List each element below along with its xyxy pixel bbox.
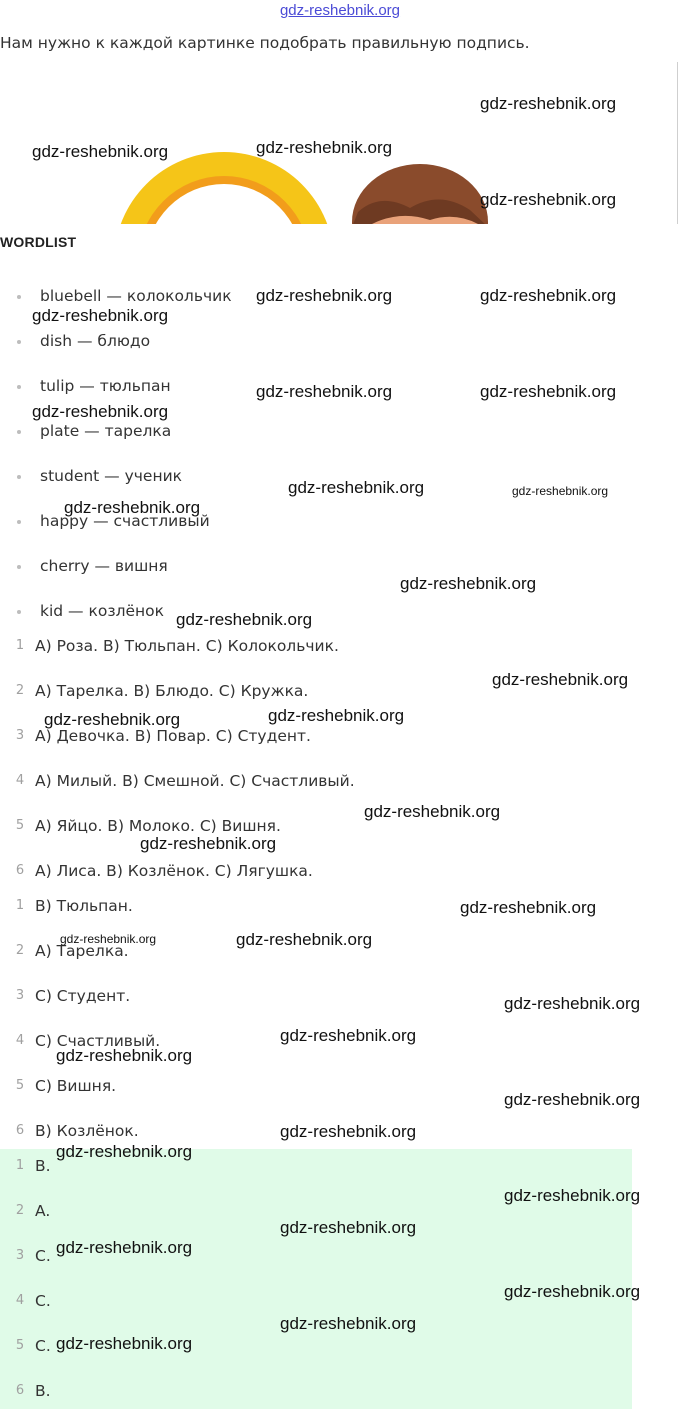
watermark: gdz-reshebnik.org — [504, 994, 641, 1013]
list-number: 1 — [15, 1158, 25, 1173]
watermark: gdz-reshebnik.org — [280, 1314, 417, 1333]
bullet — [17, 520, 21, 524]
watermark: gdz-reshebnik.org — [400, 574, 537, 593]
bullet — [17, 340, 21, 344]
watermark: gdz-reshebnik.org — [460, 898, 597, 917]
short-answer-text: C. — [35, 1337, 51, 1355]
watermark: gdz-reshebnik.org — [60, 932, 157, 946]
list-number: 2 — [15, 1203, 25, 1218]
watermark: gdz-reshebnik.org — [56, 1334, 193, 1353]
wordlist-item-text: kid — козлёнок — [40, 602, 164, 620]
watermark: gdz-reshebnik.org — [256, 382, 393, 401]
list-number: 4 — [15, 1293, 25, 1308]
wordlist-item-text: dish — блюдо — [40, 332, 151, 350]
list-number: 1 — [15, 898, 25, 913]
answer-text: B) Козлёнок. — [35, 1122, 139, 1140]
watermark: gdz-reshebnik.org — [140, 834, 277, 853]
answer-text: A) Тарелка. — [35, 942, 129, 960]
watermark: gdz-reshebnik.org — [280, 1026, 417, 1045]
wordlist-item-text: plate — тарелка — [40, 422, 172, 440]
option-text: A) Милый. B) Смешной. C) Счастливый. — [35, 772, 355, 790]
list-number: 6 — [15, 1383, 25, 1398]
short-answer-text: B. — [35, 1157, 51, 1175]
watermark: gdz-reshebnik.org — [56, 1238, 193, 1257]
watermark: gdz-reshebnik.org — [256, 286, 393, 305]
watermark: gdz-reshebnik.org — [64, 498, 201, 517]
list-number: 2 — [15, 943, 25, 958]
watermark: gdz-reshebnik.org — [504, 1090, 641, 1109]
bullet — [17, 385, 21, 389]
watermark: gdz-reshebnik.org — [44, 710, 181, 729]
answer-text: B) Тюльпан. — [35, 897, 133, 915]
watermark: gdz-reshebnik.org — [56, 1046, 193, 1065]
wordlist-item-text: bluebell — колокольчик — [40, 287, 232, 305]
watermark: gdz-reshebnik.org — [280, 1218, 417, 1237]
answer-text: C) Счастливый. — [35, 1032, 161, 1050]
option-text: A) Лиса. B) Козлёнок. C) Лягушка. — [35, 862, 313, 880]
list-number: 6 — [15, 1123, 25, 1138]
list-number: 2 — [15, 683, 25, 698]
bullet — [17, 295, 21, 299]
answer-text: C) Вишня. — [35, 1077, 117, 1095]
watermark: gdz-reshebnik.org — [480, 190, 617, 209]
watermark: gdz-reshebnik.org — [364, 802, 501, 821]
bullet — [17, 430, 21, 434]
watermark: gdz-reshebnik.org — [280, 1122, 417, 1141]
bullet — [17, 475, 21, 479]
watermark: gdz-reshebnik.org — [288, 478, 425, 497]
list-number: 5 — [15, 1338, 25, 1353]
watermark: gdz-reshebnik.org — [32, 306, 169, 325]
wordlist-item-text: student — ученик — [40, 467, 183, 485]
option-text: A) Тарелка. B) Блюдо. C) Кружка. — [35, 682, 309, 700]
watermark: gdz-reshebnik.org — [32, 142, 169, 161]
wordlist-item-text: happy — счастливый — [40, 512, 210, 530]
watermark: gdz-reshebnik.org — [504, 1186, 641, 1205]
watermark: gdz-reshebnik.org — [256, 138, 393, 157]
watermark: gdz-reshebnik.org — [176, 610, 313, 629]
bullet — [17, 610, 21, 614]
short-answer-text: C. — [35, 1292, 51, 1310]
list-number: 1 — [15, 638, 25, 653]
wordlist-title: WORDLIST — [0, 234, 77, 250]
list-number: 3 — [15, 988, 25, 1003]
watermark: gdz-reshebnik.org — [480, 382, 617, 401]
list-number: 5 — [15, 1078, 25, 1093]
list-number: 4 — [15, 1033, 25, 1048]
wordlist-item-text: cherry — вишня — [40, 557, 168, 575]
watermark: gdz-reshebnik.org — [480, 286, 617, 305]
watermark: gdz-reshebnik.org — [512, 484, 609, 498]
intro-text: Нам нужно к каждой картинке подобрать правильную подпись. — [0, 34, 530, 52]
list-number: 6 — [15, 863, 25, 878]
option-text: A) Роза. B) Тюльпан. C) Колокольчик. — [35, 637, 339, 655]
option-text: A) Девочка. B) Повар. C) Студент. — [35, 727, 311, 745]
watermark: gdz-reshebnik.org — [56, 1142, 193, 1161]
list-number: 3 — [15, 728, 25, 743]
answer-text: C) Студент. — [35, 987, 131, 1005]
list-number: 4 — [15, 773, 25, 788]
short-answer-text: C. — [35, 1247, 51, 1265]
list-number: 5 — [15, 818, 25, 833]
boy-hair-image — [352, 164, 488, 224]
wordlist-item-text: tulip — тюльпан — [40, 377, 171, 395]
option-text: A) Яйцо. B) Молоко. C) Вишня. — [35, 817, 281, 835]
short-answer-text: B. — [35, 1382, 51, 1400]
watermark: gdz-reshebnik.org — [504, 1282, 641, 1301]
watermark: gdz-reshebnik.org — [32, 402, 169, 421]
bullet — [17, 565, 21, 569]
watermark: gdz-reshebnik.org — [236, 930, 373, 949]
watermark: gdz-reshebnik.org — [480, 94, 617, 113]
watermark: gdz-reshebnik.org — [268, 706, 405, 725]
illustration-border — [677, 62, 678, 224]
watermark: gdz-reshebnik.org — [492, 670, 629, 689]
site-url-header[interactable]: gdz-reshebnik.org — [279, 2, 401, 19]
list-number: 3 — [15, 1248, 25, 1263]
ring-image — [114, 152, 334, 224]
short-answer-text: A. — [35, 1202, 51, 1220]
